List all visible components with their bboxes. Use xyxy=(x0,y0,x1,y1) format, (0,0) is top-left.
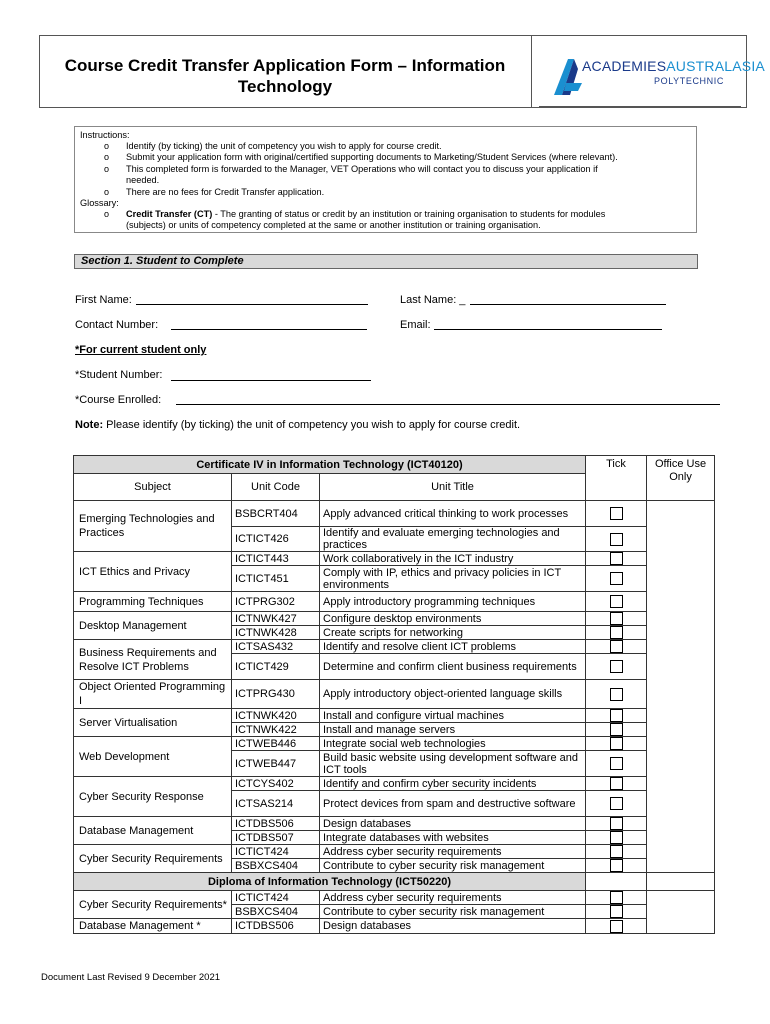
cert-heading: Certificate IV in Information Technology (ICT40120) xyxy=(74,456,586,474)
tick-cell xyxy=(586,791,647,817)
note-text: Note: Please identify (by ticking) the unit of competency you wish to apply for course credit. xyxy=(75,419,521,431)
unit-title: Comply with IP, ethics and privacy policies in ICT environments xyxy=(320,566,586,592)
last-name-field[interactable] xyxy=(470,304,666,305)
unit-code: ICTPRG430 xyxy=(232,680,320,709)
subject-header: Subject xyxy=(74,474,232,501)
tick-checkbox[interactable] xyxy=(610,757,623,770)
unit-title: Protect devices from spam and destructive software xyxy=(320,791,586,817)
unit-title: Identify and resolve client ICT problems xyxy=(320,640,586,654)
student-number-field[interactable] xyxy=(171,380,371,381)
tick-cell xyxy=(586,501,647,527)
subject-cell: Cyber Security Requirements* xyxy=(74,891,232,919)
unit-code-header: Unit Code xyxy=(232,474,320,501)
unit-title: Install and configure virtual machines xyxy=(320,709,586,723)
glossary-entry-cont: (subjects) or units of competency completed at the same or another institution or training organisation. xyxy=(126,220,541,230)
contact-number-label: Contact Number: xyxy=(75,319,159,331)
subject-cell: Database Management xyxy=(74,817,232,845)
tick-cell xyxy=(586,751,647,777)
instruction-item: needed. xyxy=(126,175,160,185)
tick-checkbox[interactable] xyxy=(610,660,623,673)
tick-cell xyxy=(586,552,647,566)
unit-code: BSBXCS404 xyxy=(232,905,320,919)
instruction-item: This completed form is forwarded to the Manager, VET Operations who will contact you to discuss your application if xyxy=(126,164,598,174)
last-name-label: Last Name: _ xyxy=(400,294,466,306)
tick-cell xyxy=(586,527,647,552)
office-use-cell xyxy=(647,501,715,873)
diploma-heading: Diploma of Information Technology (ICT50220) xyxy=(74,873,586,891)
tick-cell xyxy=(586,709,647,723)
first-name-label: First Name: xyxy=(75,294,132,306)
subject-cell: Emerging Technologies and Practices xyxy=(74,501,232,552)
tick-cell xyxy=(586,566,647,592)
unit-code: ICTWEB446 xyxy=(232,737,320,751)
tick-cell xyxy=(586,592,647,612)
course-enrolled-label: *Course Enrolled: xyxy=(75,394,162,406)
subject-cell: Server Virtualisation xyxy=(74,709,232,737)
tick-checkbox[interactable] xyxy=(610,688,623,701)
unit-title: Identify and evaluate emerging technologies and practices xyxy=(320,527,586,552)
tick-cell xyxy=(586,640,647,654)
email-field[interactable] xyxy=(434,329,662,330)
student-number-label: *Student Number: xyxy=(75,369,163,381)
tick-checkbox[interactable] xyxy=(610,723,623,736)
tick-cell xyxy=(586,891,647,905)
bullet-icon: o xyxy=(104,209,110,219)
unit-code: ICTNWK420 xyxy=(232,709,320,723)
tick-cell xyxy=(586,723,647,737)
tick-checkbox[interactable] xyxy=(610,845,623,858)
unit-title: Configure desktop environments xyxy=(320,612,586,626)
tick-cell xyxy=(586,845,647,859)
unit-code: ICTICT426 xyxy=(232,527,320,552)
unit-code: ICTCYS402 xyxy=(232,777,320,791)
current-student-heading: *For current student only xyxy=(75,344,207,356)
unit-title: Design databases xyxy=(320,817,586,831)
header-divider xyxy=(531,35,532,108)
unit-code: ICTICT424 xyxy=(232,845,320,859)
subject-cell: Business Requirements and Resolve ICT Problems xyxy=(74,640,232,680)
glossary-entry: Credit Transfer (CT) - The granting of status or credit by an institution or training organisation to students for modules xyxy=(126,209,606,219)
unit-code: ICTNWK427 xyxy=(232,612,320,626)
unit-title: Address cyber security requirements xyxy=(320,845,586,859)
tick-checkbox[interactable] xyxy=(610,612,623,625)
unit-title: Apply introductory object-oriented language skills xyxy=(320,680,586,709)
office-use-cell xyxy=(647,873,715,891)
tick-header: Tick xyxy=(586,456,647,501)
subject-cell: ICT Ethics and Privacy xyxy=(74,552,232,592)
unit-code: ICTICT451 xyxy=(232,566,320,592)
tick-cell xyxy=(586,905,647,919)
unit-title: Work collaboratively in the ICT industry xyxy=(320,552,586,566)
tick-checkbox[interactable] xyxy=(610,595,623,608)
tick-cell xyxy=(586,919,647,934)
tick-checkbox[interactable] xyxy=(610,797,623,810)
subject-cell: Web Development xyxy=(74,737,232,777)
unit-code: BSBXCS404 xyxy=(232,859,320,873)
tick-checkbox[interactable] xyxy=(610,533,623,546)
unit-title: Create scripts for networking xyxy=(320,626,586,640)
unit-code: ICTNWK422 xyxy=(232,723,320,737)
tick-checkbox[interactable] xyxy=(610,920,623,933)
logo-wordmark: ACADEMIESAUSTRALASIA xyxy=(582,58,765,74)
tick-checkbox[interactable] xyxy=(610,640,623,653)
unit-code: ICTICT443 xyxy=(232,552,320,566)
subject-cell: Programming Techniques xyxy=(74,592,232,612)
tick-cell xyxy=(586,777,647,791)
subject-cell: Cyber Security Response xyxy=(74,777,232,817)
tick-checkbox[interactable] xyxy=(610,905,623,918)
logo-subtitle: POLYTECHNIC xyxy=(654,76,724,86)
document-revised-date: Document Last Revised 9 December 2021 xyxy=(41,972,221,983)
email-label: Email: xyxy=(400,319,431,331)
contact-number-field[interactable] xyxy=(171,329,367,330)
tick-cell xyxy=(586,612,647,626)
tick-checkbox[interactable] xyxy=(610,507,623,520)
unit-title: Install and manage servers xyxy=(320,723,586,737)
tick-cell xyxy=(586,680,647,709)
unit-code: ICTSAS214 xyxy=(232,791,320,817)
unit-code: ICTICT429 xyxy=(232,654,320,680)
glossary-heading: Glossary: xyxy=(80,198,119,208)
tick-checkbox[interactable] xyxy=(610,626,623,639)
tick-cell xyxy=(586,654,647,680)
tick-checkbox[interactable] xyxy=(610,859,623,872)
unit-title: Design databases xyxy=(320,919,586,934)
subject-cell: Cyber Security Requirements xyxy=(74,845,232,873)
bullet-icon: o xyxy=(104,187,110,197)
unit-title: Integrate social web technologies xyxy=(320,737,586,751)
unit-code: BSBCRT404 xyxy=(232,501,320,527)
office-use-cell xyxy=(647,891,715,934)
tick-cell xyxy=(586,626,647,640)
unit-title: Contribute to cyber security risk management xyxy=(320,905,586,919)
unit-title: Integrate databases with websites xyxy=(320,831,586,845)
unit-title: Address cyber security requirements xyxy=(320,891,586,905)
tick-cell xyxy=(586,831,647,845)
course-enrolled-field[interactable] xyxy=(176,404,720,405)
tick-cell xyxy=(586,737,647,751)
instructions-heading: Instructions: xyxy=(80,130,130,140)
tick-cell xyxy=(586,859,647,873)
subject-cell: Desktop Management xyxy=(74,612,232,640)
office-use-header: Office Use Only xyxy=(647,456,715,501)
unit-code: ICTDBS506 xyxy=(232,919,320,934)
unit-code: ICTICT424 xyxy=(232,891,320,905)
tick-checkbox[interactable] xyxy=(610,817,623,830)
bullet-icon: o xyxy=(104,141,110,151)
unit-code: ICTNWK428 xyxy=(232,626,320,640)
unit-title: Apply introductory programming techniques xyxy=(320,592,586,612)
instruction-item: Submit your application form with original/certified supporting documents to Marketing/Student Services (where relevant). xyxy=(126,152,618,162)
bullet-icon: o xyxy=(104,164,110,174)
tick-cell xyxy=(586,873,647,891)
unit-code: ICTPRG302 xyxy=(232,592,320,612)
subject-cell: Object Oriented Programming I xyxy=(74,680,232,709)
tick-checkbox[interactable] xyxy=(610,709,623,722)
tick-cell xyxy=(586,817,647,831)
units-table xyxy=(73,455,715,934)
unit-title: Contribute to cyber security risk management xyxy=(320,859,586,873)
unit-title: Apply advanced critical thinking to work processes xyxy=(320,501,586,527)
unit-title: Build basic website using development software and ICT tools xyxy=(320,751,586,777)
unit-title-header: Unit Title xyxy=(320,474,586,501)
unit-title: Identify and confirm cyber security incidents xyxy=(320,777,586,791)
tick-checkbox[interactable] xyxy=(610,552,623,565)
tick-checkbox[interactable] xyxy=(610,777,623,790)
unit-code: ICTSAS432 xyxy=(232,640,320,654)
bullet-icon: o xyxy=(104,152,110,162)
tick-checkbox[interactable] xyxy=(610,572,623,585)
section-title: Section 1. Student to Complete xyxy=(81,255,244,267)
unit-code: ICTWEB447 xyxy=(232,751,320,777)
page-title: Course Credit Transfer Application Form – Information Technology xyxy=(64,56,506,96)
first-name-field[interactable] xyxy=(136,304,368,305)
instruction-item: Identify (by ticking) the unit of competency you wish to apply for course credit. xyxy=(126,141,442,151)
tick-checkbox[interactable] xyxy=(610,891,623,904)
unit-code: ICTDBS507 xyxy=(232,831,320,845)
instruction-item: There are no fees for Credit Transfer application. xyxy=(126,187,325,197)
tick-checkbox[interactable] xyxy=(610,831,623,844)
subject-cell: Database Management * xyxy=(74,919,232,934)
unit-code: ICTDBS506 xyxy=(232,817,320,831)
logo-underline xyxy=(539,106,741,107)
unit-title: Determine and confirm client business requirements xyxy=(320,654,586,680)
tick-checkbox[interactable] xyxy=(610,737,623,750)
